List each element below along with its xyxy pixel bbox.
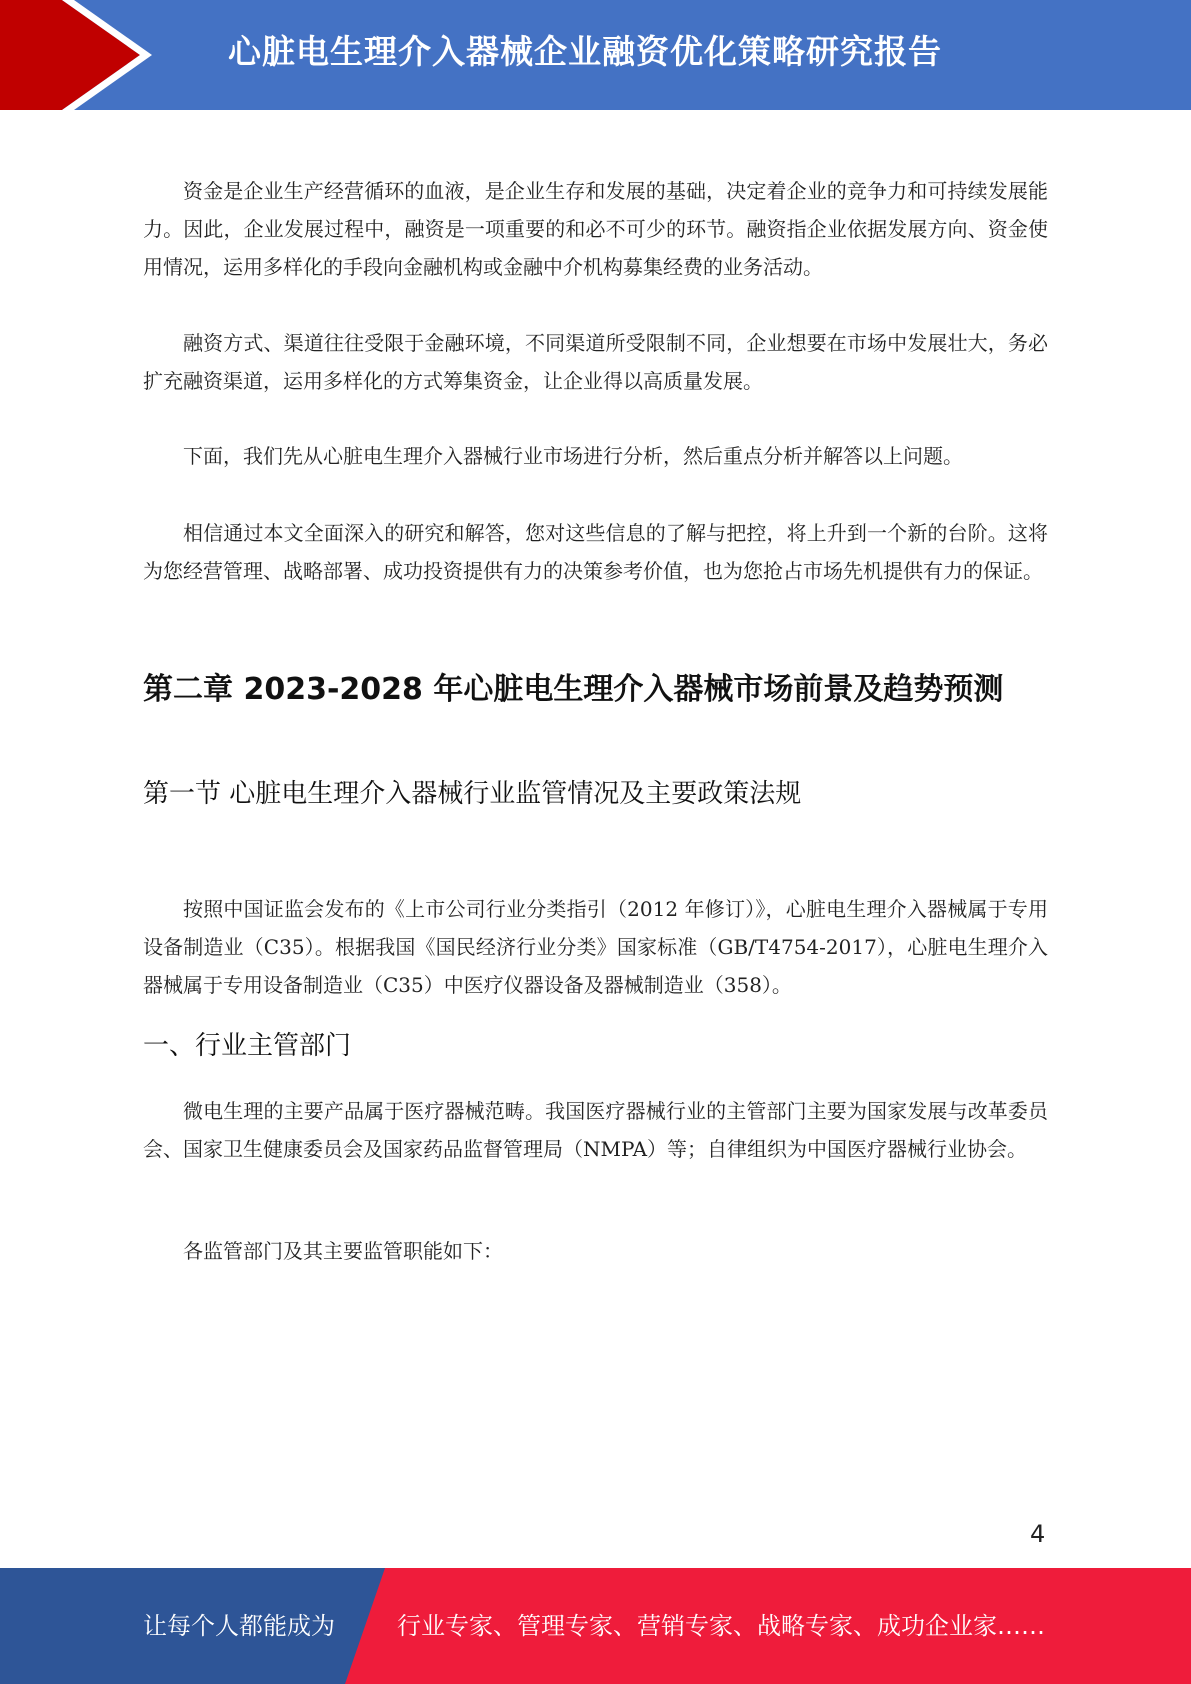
authorities-paragraph: 微电生理的主要产品属于医疗器械范畴。我国医疗器械行业的主管部门主要为国家发展与改革委员会、国家卫生健康委员会及国家药品监督管理局（NMPA）等；自律组织为中国医疗器械行业协会。 (143, 1099, 1048, 1161)
intro-paragraph-3: 下面，我们先从心脏电生理介入器械行业市场进行分析，然后重点分析并解答以上问题。 (183, 444, 963, 468)
page-footer (0, 1568, 1191, 1684)
footer-slogan-right: 行业专家、管理专家、营销专家、战略专家、成功企业家…… (397, 1612, 1045, 1640)
subsection-heading: 一、行业主管部门 (143, 1031, 352, 1061)
intro-paragraph-1: 资金是企业生产经营循环的血液，是企业生存和发展的基础，决定着企业的竞争力和可持续发展能力。因此，企业发展过程中，融资是一项重要的和必不可少的环节。融资指企业依据发展方向、资金使用情况，运用多样化的手段向金融机构或金融中介机构募集经费的业务活动。 (143, 179, 1048, 279)
intro-paragraph-2: 融资方式、渠道往往受限于金融环境，不同渠道所受限制不同，企业想要在市场中发展壮大，务必扩充融资渠道，运用多样化的方式筹集资金，让企业得以高质量发展。 (143, 331, 1048, 393)
page-header (0, 0, 1191, 110)
report-title: 心脏电生理介入器械企业融资优化策略研究报告 (228, 32, 942, 71)
classification-paragraph: 按照中国证监会发布的《上市公司行业分类指引（2012 年修订）》，心脏电生理介入器械属于专用设备制造业（C35）。根据我国《国民经济行业分类》国家标准（GB/T4754-2017），心脏电生理介入器械属于专用设备制造业（C35）中医疗仪器设备及器械制造业（358）。 (143, 897, 1048, 997)
footer-slogan-left: 让每个人都能成为 (143, 1612, 335, 1640)
section-heading: 第一节 心脏电生理介入器械行业监管情况及主要政策法规 (143, 779, 802, 809)
header-red-arrow-shape (0, 0, 160, 110)
intro-paragraph-4: 相信通过本文全面深入的研究和解答，您对这些信息的了解与把控，将上升到一个新的台阶。这将为您经营管理、战略部署、成功投资提供有力的决策参考价值，也为您抢占市场先机提供有力的保证。 (143, 521, 1048, 583)
list-intro-paragraph: 各监管部门及其主要监管职能如下： (183, 1239, 503, 1263)
page-number: 4 (1030, 1520, 1046, 1548)
chapter-heading: 第二章 2023-2028 年心脏电生理介入器械市场前景及趋势预测 (143, 672, 1004, 707)
